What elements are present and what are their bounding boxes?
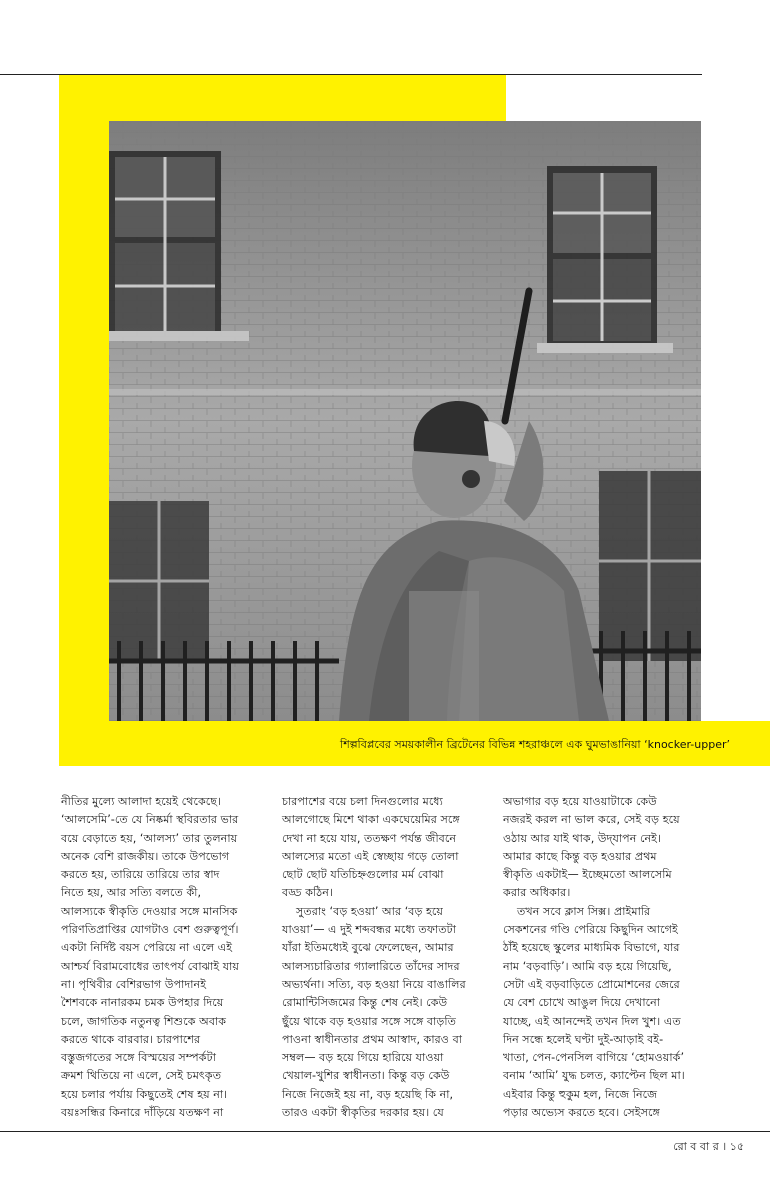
text-line: আলগোছে মিশে থাকা একঘেয়েমির সঙ্গে <box>282 813 460 827</box>
bottom-rule <box>0 1131 770 1132</box>
text-line: আশ্চর্য বিরামবোধের তাৎপর্য বোঝাই যায় <box>61 959 239 973</box>
text-line: করতে হয়, তারিয়ে তারিয়ে তার স্বাদ <box>61 868 220 882</box>
text-line: না। পৃথিবীর বেশিরভাগ উপাদানই <box>61 977 207 991</box>
text-line: ক্রমশ থিতিয়ে না এলে, সেই চমৎকৃত <box>61 1069 222 1083</box>
text-line: চারপাশের বয়ে চলা দিনগুলোর মধ্যে <box>282 795 443 808</box>
text-line: করার অধিকার। <box>503 886 571 900</box>
text-line: তখন সবে ক্লাস সিক্স। প্রাইমারি <box>517 904 651 918</box>
text-line: সম্বল— বড় হয়ে গিয়ে হারিয়ে যাওয়া <box>282 1051 444 1065</box>
text-column-2 <box>282 793 492 1122</box>
text-line: বনাম ‘আমি’ যুদ্ধ চলত, ক্যাপ্টেন ছিল মা। <box>503 1069 685 1083</box>
text-line: নীতির মুল্যে আলাদা হয়েই থেকেছে। <box>61 795 222 808</box>
text-line: সেটা এই বড়বাড়িতে প্রোমোশনের জেরে <box>503 977 680 991</box>
text-line: বড্ড কঠিন। <box>282 886 333 900</box>
text-column-3 <box>503 793 713 1122</box>
text-line: ঠাঁই হয়েছে স্কুলের মাধ্যমিক বিভাগে, যার <box>503 941 680 955</box>
text-line: ‘আলসেমি’-তে যে নিষ্কর্মা স্থবিরতার ভার <box>61 813 239 827</box>
text-line: আলস্যকে স্বীকৃতি দেওয়ার সঙ্গে মানসিক <box>61 904 238 918</box>
text-line: পরিণতিপ্রাপ্তির যোগটাও বেশ গুরুত্বপূর্ণ। <box>61 923 239 937</box>
text-line: দেখা না হয়ে যায়, ততক্ষণ পর্যন্ত জীবনে <box>282 831 457 845</box>
text-line: শৈশবকে নানারকম চমক উপহার দিয়ে <box>61 996 224 1010</box>
text-line: আলস্যচারিতার গ্যালারিতে তাঁদের সাদর <box>282 959 460 973</box>
knocker-upper-photo <box>109 121 701 721</box>
window-right <box>537 166 673 353</box>
text-line: ছোট ছোট যতিচিহ্নগুলোর মর্ম বোঝা <box>282 868 444 882</box>
text-line: অভ্যর্থনা। সত্যি, বড় হওয়া নিয়ে বাঙালির <box>282 977 466 991</box>
yellow-frame-left <box>59 75 109 721</box>
text-line: স্বীকৃতি একটাই— ইচ্ছেমতো আলসেমি <box>503 868 672 882</box>
text-line: রোমান্টিসিজমের কিন্তু শেষ নেই। কেউ <box>282 996 448 1010</box>
page-footer: রো ব বা র । ১৫ <box>673 1140 744 1153</box>
text-line: নিতে হয়, আর সত্যি বলতে কী, <box>61 886 202 900</box>
text-line: খেয়াল-খুশির স্বাধীনতা। কিন্তু বড় কেউ <box>282 1069 450 1083</box>
text-line: খাতা, পেন-পেনসিল বাগিয়ে ‘হোমওয়ার্ক’ <box>503 1051 685 1065</box>
text-line: যাঁরা ইতিমধ্যেই বুঝে ফেলেছেন, আমার <box>282 941 454 955</box>
text-line: এইবার কিন্তু হুকুম হল, নিজে নিজে <box>503 1087 658 1101</box>
text-line: অভাগার বড় হয়ে যাওয়াটাকে কেউ <box>503 795 657 808</box>
text-line: চলে, জাগতিক নতুনত্ব শিশুকে অবাক <box>61 1014 227 1028</box>
text-line: অনেক বেশি রাজকীয়। তাকে উপভোগ <box>61 849 230 863</box>
text-line: সুতরাং ‘বড় হওয়া’ আর ‘বড় হয়ে <box>296 904 443 918</box>
text-line: একটা নির্দিষ্ট বয়স পেরিয়ে না এলে এই <box>61 941 233 955</box>
text-line: আলস্যের মতো এই স্বেচ্ছায় গড়ে তোলা <box>282 849 459 863</box>
text-line: পাওনা স্বাধীনতার প্রথম আস্বাদ, কারও বা <box>282 1032 463 1046</box>
text-line: বয়ঃসন্ধির কিনারে দাঁড়িয়ে যতক্ষণ না <box>61 1106 224 1120</box>
yellow-frame-top <box>59 75 506 121</box>
text-line: আমার কাছে কিন্তু বড় হওয়ার প্রথম <box>503 849 657 863</box>
text-line: হয়ে চলার পর্যায় কিছুতেই শেষ হয় না। <box>61 1087 228 1101</box>
text-line: বয়ে বেড়াতে হয়, ‘আলস্য’ তার তুলনায় <box>61 831 238 845</box>
text-line: যে বেশ চোখে আঙুল দিয়ে দেখানো <box>503 996 660 1010</box>
text-line: তারও একটা স্বীকৃতির দরকার হয়। যে <box>282 1106 444 1120</box>
text-line: নজরই করল না ভাল করে, সেই বড় হয়ে <box>503 813 680 827</box>
text-line: পড়ার অভ্যেস করতে হবে। সেইসঙ্গে <box>503 1106 660 1120</box>
text-line: নাম ‘বড়বাড়ি’। আমি বড় হয়ে গিয়েছি, <box>503 959 672 973</box>
text-line: বস্তুজগতের সঙ্গে বিস্ময়ের সম্পর্কটা <box>61 1051 216 1065</box>
text-line: যাওয়া’— এ দুই শব্দবন্ধর মধ্যে তফাতটা <box>282 923 456 937</box>
text-column-1 <box>61 793 271 1122</box>
text-line: ওঠায় আর যাই থাক, উদ্‌যাপন নেই। <box>503 831 662 845</box>
text-line: দিন সন্ধে হলেই ঘণ্টা দুই-আড়াই বই- <box>503 1032 664 1046</box>
text-line: করতে থাকে বারবার। চারপাশের <box>61 1032 201 1046</box>
photo-caption: শিল্পবিপ্লবের সময়কালীন ব্রিটেনের বিভিন্ন শহরাঞ্চলে এক ঘুমভাঙানিয়া ‘knocker-upper’ <box>340 738 730 751</box>
text-line: যাচ্ছে, এই আনন্দেই তখন দিল খুশ। এত <box>503 1014 681 1028</box>
text-line: নিজে নিজেই হয় না, বড় হয়েছি কি না, <box>282 1087 454 1101</box>
text-line: ছুঁয়ে থাকে বড় হওয়ার সঙ্গে সঙ্গে বাড়তি <box>282 1014 456 1028</box>
text-line: সেকশনের গণ্ডি পেরিয়ে কিছুদিন আগেই <box>503 923 678 937</box>
